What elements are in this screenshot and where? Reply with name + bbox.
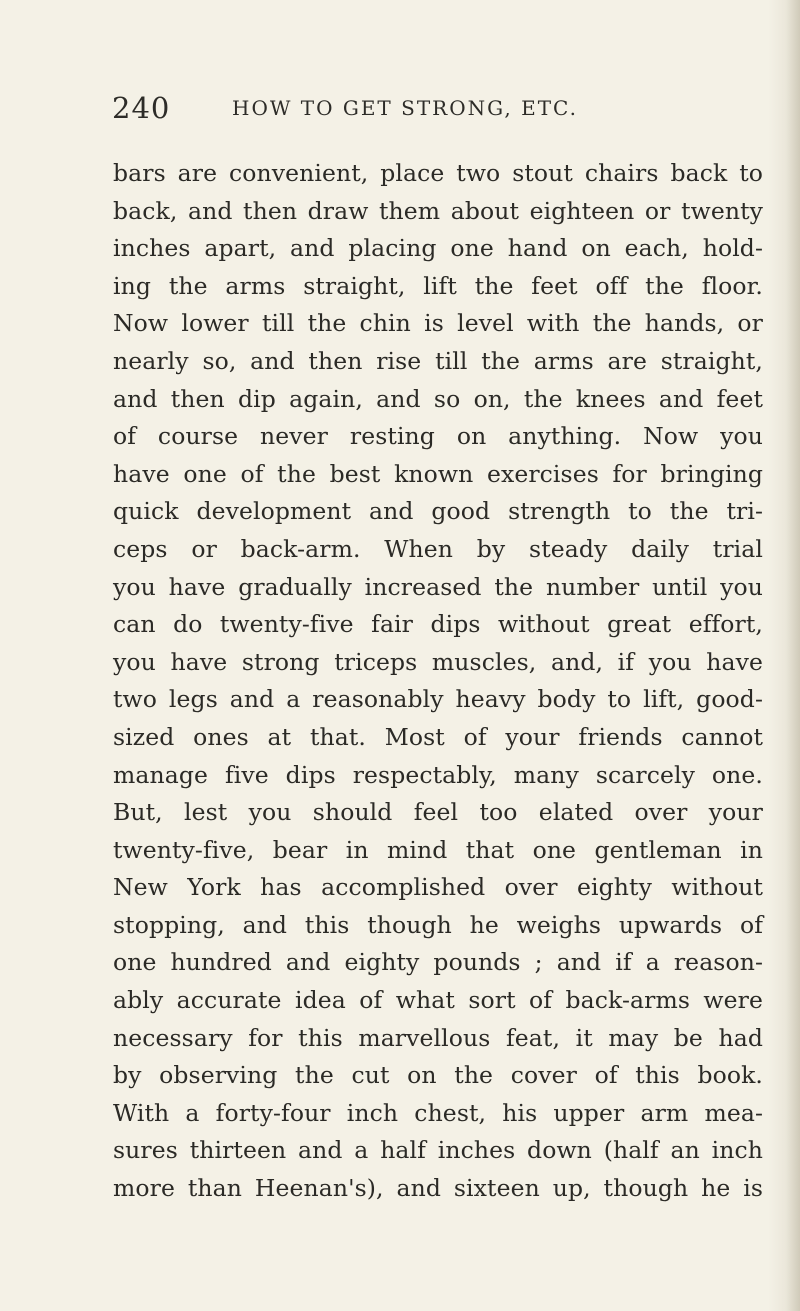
text-line: sized ones at that. Most of your friends cannot <box>113 722 763 751</box>
text-line: have one of the best known exercises for bringing <box>113 459 763 488</box>
text-line: of course never resting on anything. Now you <box>113 422 763 451</box>
text-line: more than Heenan's), and sixteen up, though he is <box>113 1174 763 1203</box>
text-line: Now lower till the chin is level with the hands, or <box>113 309 763 338</box>
text-line: ceps or back-arm. When by steady daily trial <box>113 534 763 563</box>
text-line: back, and then draw them about eighteen or twenty <box>113 196 763 225</box>
text-line: ing the arms straight, lift the feet off the floor. <box>113 271 763 300</box>
text-line: nearly so, and then rise till the arms are straight, <box>113 346 763 375</box>
running-title: HOW TO GET STRONG, ETC. <box>232 96 578 120</box>
text-line: inches apart, and placing one hand on each, hold- <box>113 234 763 263</box>
text-line: ably accurate idea of what sort of back-arms were <box>113 986 763 1015</box>
text-line: quick development and good strength to the tri- <box>113 497 763 526</box>
text-line: necessary for this marvellous feat, it may be had <box>113 1023 763 1052</box>
body-text <box>113 155 763 1208</box>
text-line: New York has accomplished over eighty without <box>113 873 763 902</box>
page-edge-shadow <box>786 0 800 1311</box>
text-line: and then dip again, and so on, the knees and feet <box>113 384 763 413</box>
text-line: With a forty-four inch chest, his upper arm mea- <box>113 1098 763 1127</box>
text-line: But, lest you should feel too elated over your <box>113 798 763 827</box>
page-number: 240 <box>112 91 171 125</box>
text-line: two legs and a reasonably heavy body to lift, good- <box>113 685 763 714</box>
text-line: by observing the cut on the cover of this book. <box>113 1061 763 1090</box>
text-line: bars are convenient, place two stout chairs back to <box>113 159 763 187</box>
text-line: sures thirteen and a half inches down (half an inch <box>113 1136 763 1165</box>
text-line: manage five dips respectably, many scarcely one. <box>113 760 763 789</box>
running-head <box>112 91 752 131</box>
text-line: you have strong triceps muscles, and, if you have <box>113 647 763 676</box>
text-line: one hundred and eighty pounds ; and if a reason- <box>113 948 763 977</box>
text-line: you have gradually increased the number until you <box>113 572 763 601</box>
text-line: stopping, and this though he weighs upwards of <box>113 910 763 939</box>
text-line: can do twenty-five fair dips without great effort, <box>113 610 763 639</box>
text-line: twenty-five, bear in mind that one gentleman in <box>113 835 763 864</box>
